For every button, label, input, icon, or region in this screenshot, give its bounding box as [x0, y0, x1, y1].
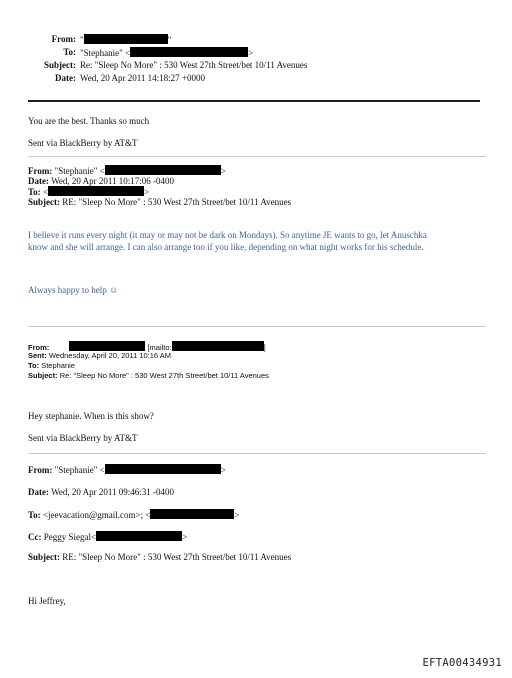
quoted1-to-open: <	[42, 187, 49, 197]
redaction-box	[69, 341, 145, 351]
header-to-name: "Stephanie" <	[80, 48, 131, 58]
quoted3-date-value: Wed, 20 Apr 2011 09:46:31 -0400	[51, 487, 175, 497]
section-divider	[28, 453, 486, 454]
quoted3-date-label: Date:	[28, 487, 49, 497]
quoted1-date-label: Date:	[28, 176, 49, 186]
quoted1-subject	[28, 197, 291, 207]
quoted2-subject-label: Subject:	[28, 371, 58, 380]
quoted2-to-value: Stephanie	[41, 361, 75, 370]
quoted3-subject	[28, 552, 291, 562]
quoted1-to-end: >	[144, 187, 150, 197]
quoted1-from	[28, 165, 226, 176]
quoted2-subject-value: Re: "Sleep No More" : 530 West 27th Street/bet 10/11 Avenues	[59, 371, 269, 380]
header-to-end: >	[248, 48, 254, 58]
header-to-value	[80, 47, 253, 58]
quoted2-sent-label: Sent:	[28, 351, 47, 360]
quoted3-from-name: "Stephanie" <	[54, 465, 105, 475]
quoted3-greeting: Hi Jeffrey,	[28, 596, 66, 606]
message-signature: Sent via BlackBerry by AT&T	[28, 138, 138, 148]
quoted3-cc-value: Peggy Siegal<	[43, 532, 97, 542]
quoted2-to-label: To:	[28, 361, 40, 370]
quoted2-mailto: [mailto:	[147, 343, 172, 352]
quoted3-to	[28, 509, 240, 520]
quoted1-subject-value: RE: "Sleep No More" : 530 West 27th Street/bet 10/11 Avenues	[62, 197, 292, 207]
quoted1-to	[28, 186, 149, 197]
quoted3-to-value: <jeevacation@gmail.com>; <	[42, 510, 151, 520]
quoted1-from-end: >	[220, 166, 226, 176]
quoted3-date	[28, 487, 174, 497]
quoted3-from-end: >	[220, 465, 226, 475]
document-id: EFTA00434931	[422, 657, 502, 669]
redaction-box	[150, 509, 234, 519]
quoted1-body-line1: I believe it runs every night (it may or may not be dark on Mondays). So anytime JE wants to go, let Anuschka	[28, 230, 427, 240]
quoted3-cc	[28, 531, 187, 542]
redaction-box	[105, 165, 221, 175]
quoted2-subject	[28, 371, 269, 380]
quoted2-sent-value: Wednesday, April 20, 2011 10:16 AM	[48, 351, 172, 360]
header-subject-label: Subject:	[44, 60, 76, 70]
quoted1-date-value: Wed, 20 Apr 2011 10:17:06 -0400	[51, 176, 175, 186]
quoted1-body-line2: know and she will arrange. I can also arrange too if you like, depending on what night works for his schedule.	[28, 242, 424, 252]
section-divider	[28, 156, 486, 157]
quoted2-body: Hey stephanie. When is this show?	[28, 411, 154, 421]
header-date-value: Wed, 20 Apr 2011 14:18:27 +0000	[80, 73, 206, 83]
quoted3-from	[28, 464, 226, 475]
quoted1-date	[28, 176, 174, 186]
quoted1-closing: Always happy to help ☺	[28, 285, 119, 295]
header-subject-value: Re: "Sleep No More" : 530 West 27th Street/bet 10/11 Avenues	[80, 60, 308, 70]
header-from-quote: "	[80, 35, 84, 45]
header-date-label: Date:	[55, 73, 76, 83]
quoted3-subject-label: Subject:	[28, 552, 60, 562]
quoted1-from-label: From:	[28, 166, 53, 176]
redaction-box	[84, 34, 168, 44]
redaction-box	[105, 464, 221, 474]
redaction-box	[96, 531, 182, 541]
quoted2-to	[28, 361, 75, 370]
header-from-value	[80, 34, 171, 45]
section-divider	[28, 326, 486, 327]
redaction-box	[130, 47, 248, 57]
quoted1-to-label: To:	[28, 187, 41, 197]
quoted2-signature: Sent via BlackBerry by AT&T	[28, 433, 138, 443]
header-from-label: From:	[51, 34, 76, 44]
quoted3-from-label: From:	[28, 465, 53, 475]
header-to-label: To:	[63, 47, 76, 57]
quoted3-cc-end: >	[182, 532, 188, 542]
quoted3-cc-label: Cc:	[28, 532, 42, 542]
quoted3-subject-value: RE: "Sleep No More" : 530 West 27th Street/bet 10/11 Avenues	[62, 552, 292, 562]
quoted2-sent	[28, 351, 171, 360]
quoted2-from-label: From:	[28, 343, 50, 352]
quoted3-to-end: >	[234, 510, 240, 520]
redaction-box	[48, 186, 144, 196]
quoted1-subject-label: Subject:	[28, 197, 60, 207]
header-from-quote-end: "	[167, 35, 172, 45]
quoted3-to-label: To:	[28, 510, 41, 520]
quoted2-mailto-end: ]	[263, 343, 266, 352]
message-body: You are the best. Thanks so much	[28, 116, 150, 126]
redaction-box	[172, 341, 264, 351]
header-divider	[28, 100, 480, 102]
quoted1-from-name: "Stephanie" <	[54, 166, 105, 176]
